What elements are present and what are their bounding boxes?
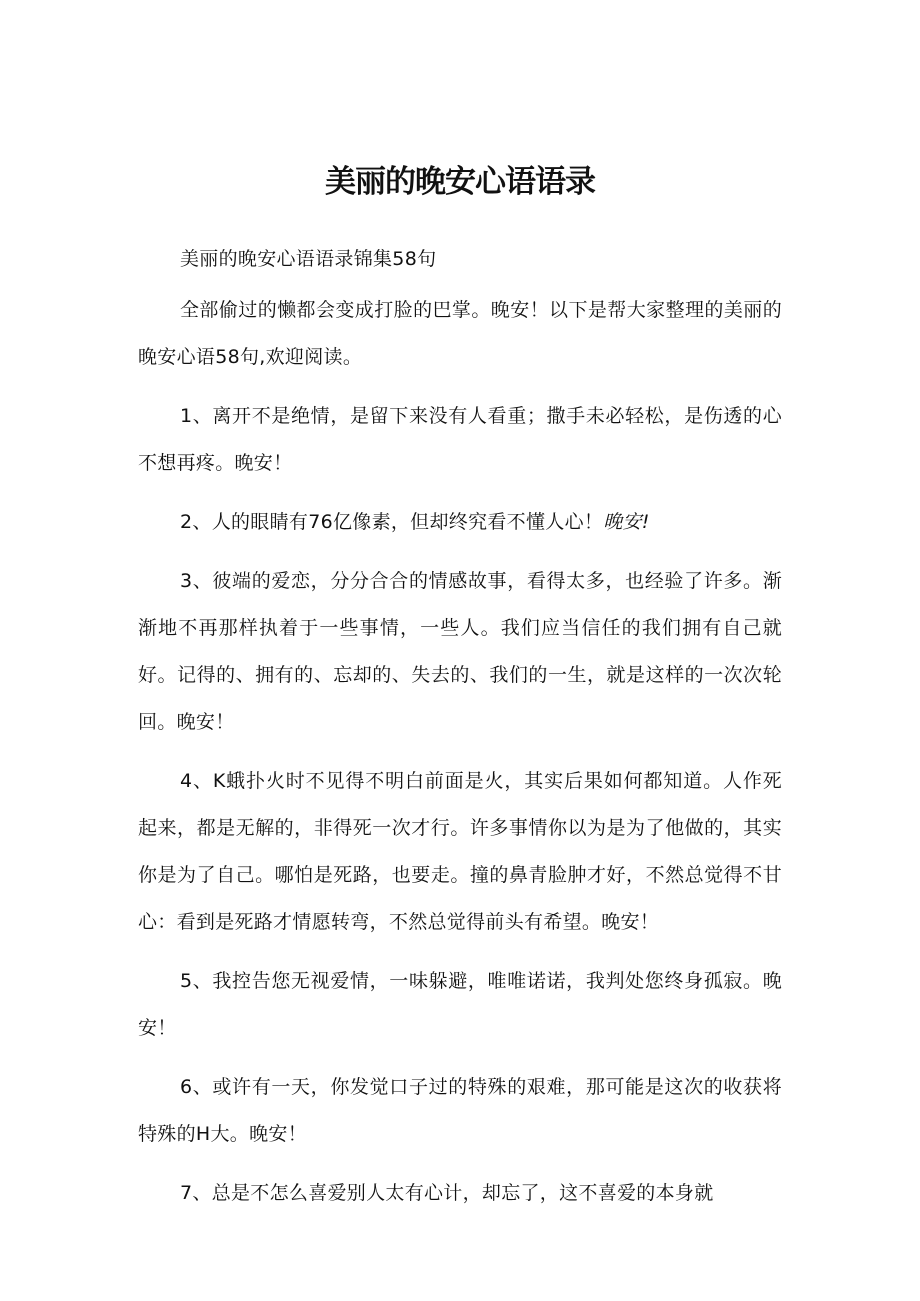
quote-item-6 <box>138 1064 782 1158</box>
item-number: 2、 <box>180 511 212 533</box>
quote-item-1 <box>138 393 782 487</box>
quote-item-7 <box>138 1170 782 1217</box>
document-title: 美丽的晚安心语语录 <box>325 164 595 200</box>
document-subtitle: 美丽的晚安心语语录锦集58句 <box>180 248 437 270</box>
item-text: 我控告您无视爱情，一味躲避，唯唯诺诺，我判处您终身孤寂。晚安！ <box>138 970 782 1039</box>
item-italic-text: 晚安! <box>603 511 650 533</box>
quote-item-4 <box>138 758 782 946</box>
item-text: 或许有一天，你发觉口子过的特殊的艰难，那可能是这次的收获将特殊的H大。晚安！ <box>138 1076 782 1145</box>
item-number: 6、 <box>180 1076 213 1098</box>
quote-item-2 <box>138 499 782 546</box>
item-number: 5、 <box>180 970 213 992</box>
intro-paragraph: 全部偷过的懒都会变成打脸的巴掌。晚安！以下是帮大家整理的美丽的晚安心语58句,欢迎阅读。 <box>138 299 782 368</box>
item-number: 4、 <box>180 770 213 792</box>
item-number: 3、 <box>180 570 213 592</box>
item-number: 1、 <box>180 405 213 427</box>
document-body <box>138 236 782 1229</box>
item-text: 人的眼睛有76亿像素，但却终究看不懂人心！ <box>211 511 604 533</box>
item-number: 7、 <box>180 1182 212 1204</box>
item-text: 总是不怎么喜爱别人太有心计，却忘了，这不喜爱的本身就 <box>211 1182 714 1204</box>
item-text: 离开不是绝情，是留下来没有人看重；撒手未必轻松，是伤透的心不想再疼。晚安！ <box>138 405 782 474</box>
quote-item-3 <box>138 558 782 746</box>
item-text: K蛾扑火时不见得不明白前面是火，其实后果如何都知道。人作死起来，都是无解的，非得死一次才行。许多事情你以为是为了他做的，其实你是为了自己。哪怕是死路，也要走。撞的鼻青脸肿才好，不然总觉得不甘心：看到是死路才情愿转弯，不然总觉得前头有希望。晚安！ <box>138 770 782 933</box>
quote-item-5 <box>138 958 782 1052</box>
item-text: 彼端的爱恋，分分合合的情感故事，看得太多，也经验了许多。渐渐地不再那样执着于一些事情，一些人。我们应当信任的我们拥有自己就好。记得的、拥有的、忘却的、失去的、我们的一生，就是这样的一次次轮回。晚安！ <box>138 570 782 733</box>
